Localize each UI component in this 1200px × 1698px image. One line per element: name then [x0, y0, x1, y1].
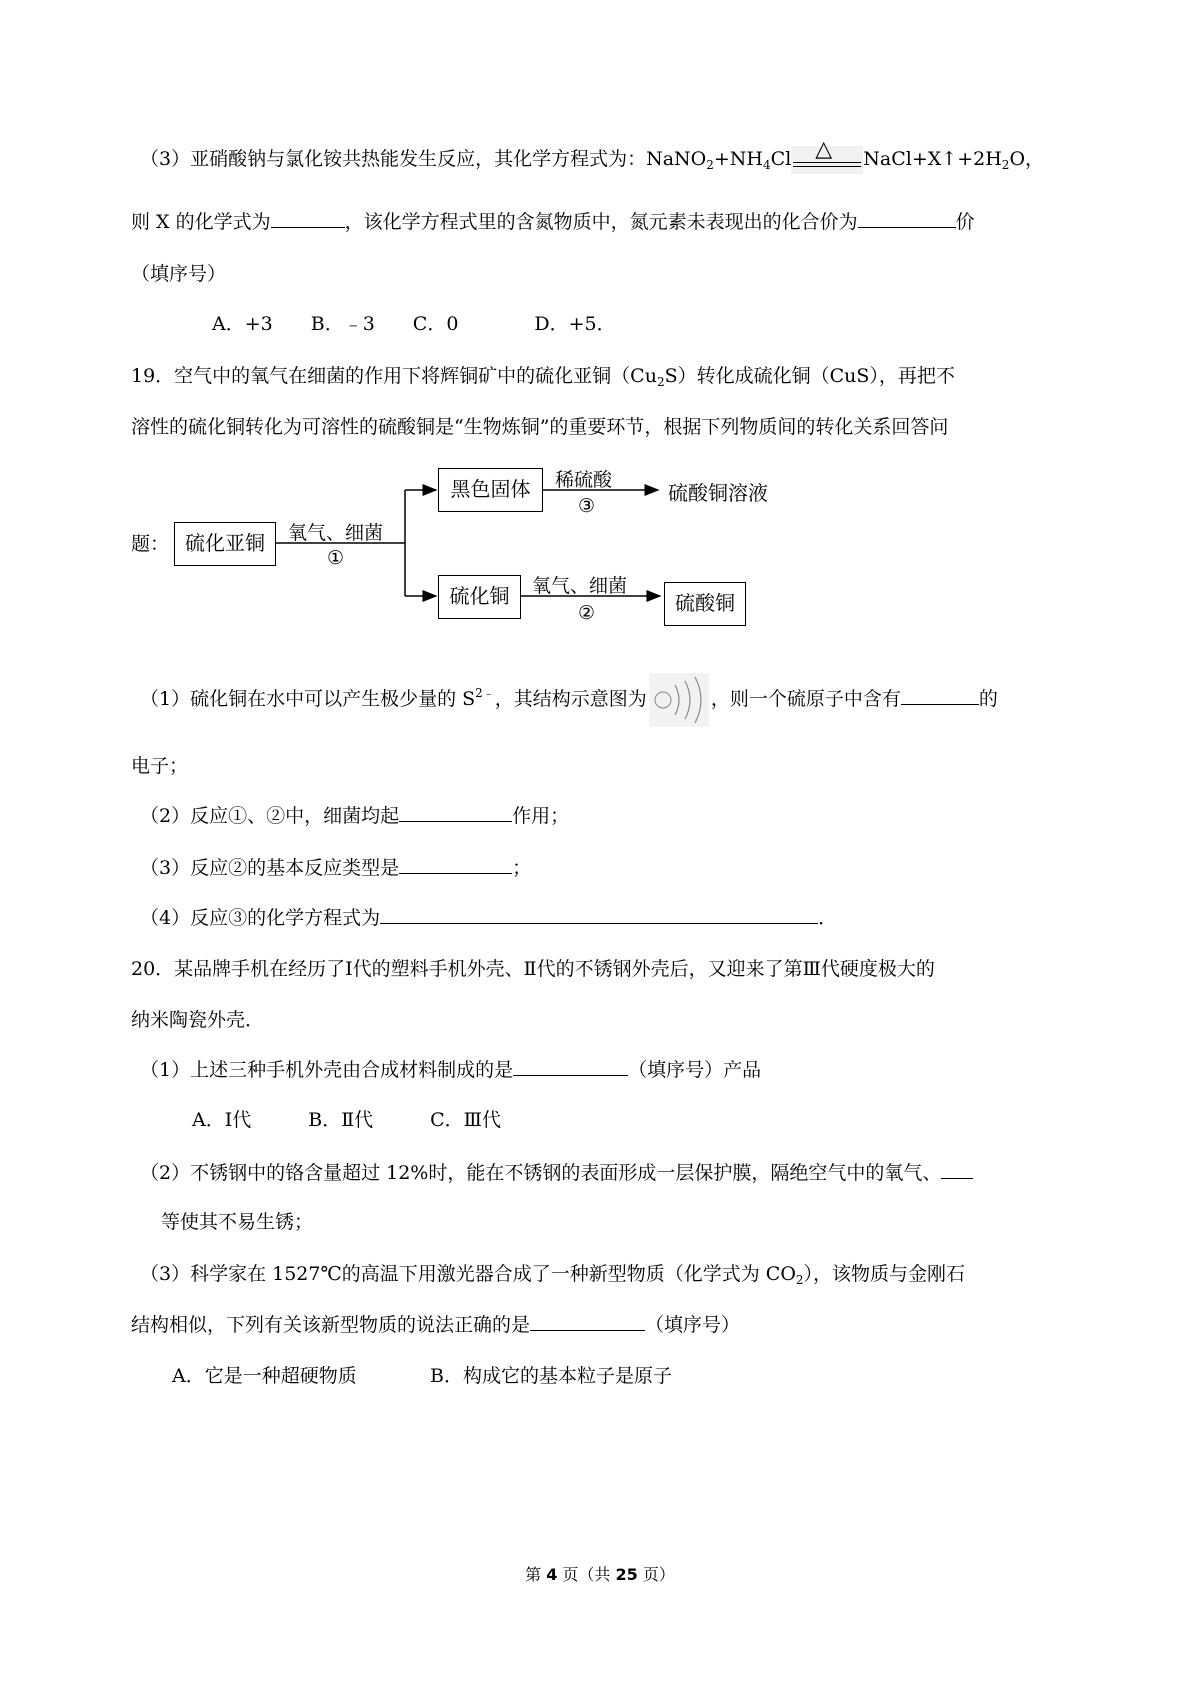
q20-option-b: B．构成它的基本粒子是原子 — [430, 1365, 672, 1387]
arrow-1-number: ① — [327, 547, 345, 569]
q20-option-a: A．它是一种超硬物质 — [172, 1365, 357, 1387]
q18-3-line1: （3）亚硝酸钠与氯化铵共热能发生反应，其化学方程式为：$NaNO_2+NH_4Cl$ △ $NaCl+X↑+2H_2O$， — [140, 137, 1045, 172]
q20-part3-line1: （3）科学家在 1527℃的高温下用激光器合成了一种新型物质（化学式为 $CO_2$），该物质与金刚石 — [140, 1263, 966, 1287]
answer-blank-reaction-type[interactable] — [399, 853, 512, 874]
q19-line1: 19．空气中的氧气在细菌的作用下将辉铜矿中的硫化亚铜$(Cu_2S)$转化成硫化铜（CuS），再把不 — [131, 365, 955, 389]
q20-part1: （1）上述三种手机外壳由合成材料制成的是 （填序号）产品 — [140, 1055, 761, 1084]
q20-part3-line2: 结构相似，下列有关该新型物质的说法正确的是 （填序号） — [131, 1310, 740, 1339]
arrow-3-label: 稀硫酸 — [555, 469, 613, 491]
box-copper-sulfate: 硫酸铜 — [664, 582, 746, 626]
q18-3-line3: （填序号） — [131, 263, 227, 285]
q19-part4: （4）反应③的化学方程式为 ． — [140, 903, 837, 932]
box-copper-sulfide: 硫化铜 — [438, 575, 521, 619]
q19-part1-line2: 电子； — [131, 755, 189, 777]
heat-equals-sign: △ — [791, 146, 863, 174]
q18-3-options: A．+3 B．﹣3 C．0 D．+5． — [212, 313, 616, 335]
box-cuprous-sulfide: 硫化亚铜 — [174, 522, 276, 566]
q19-line3: 题： — [131, 533, 170, 555]
page-number: 4 — [546, 1565, 558, 1584]
q18-3-line2: 则 X 的化学式为 ，该化学方程式里的含氮物质中，氮元素未表现出的化合价为 价 — [131, 207, 975, 236]
q20-line2: 纳米陶瓷外壳． — [131, 1009, 265, 1031]
sulfide-ion-structure-icon — [649, 673, 709, 727]
q19-part1-line1: （1）硫化铜在水中可以产生极少量的 $S^{2﹣}$，其结构示意图为 ，则一个硫原子中含有 的 — [140, 673, 998, 727]
page-footer: 第 4 页（共 25 页） — [525, 1565, 675, 1584]
q20-part2-line1: （2）不锈钢中的铬含量超过 12%时，能在不锈钢的表面形成一层保护膜，隔绝空气中的氧气、 — [140, 1158, 973, 1187]
q20-part1-options: A．Ⅰ代 B．Ⅱ代 C．Ⅲ代 — [192, 1109, 501, 1131]
q20-line1: 20．某品牌手机在经历了Ⅰ代的塑料手机外壳、Ⅱ代的不锈钢外壳后，又迎来了第Ⅲ代硬度极大的 — [131, 958, 935, 980]
arrow-3-number: ③ — [578, 495, 596, 517]
q19-line2: 溶性的硫化铜转化为可溶性的硫酸铜是“生物炼铜”的重要环节，根据下列物质间的转化关系回答问 — [131, 416, 949, 438]
answer-blank-bacteria-role[interactable] — [399, 801, 512, 822]
box-black-solid: 黑色固体 — [438, 468, 543, 512]
product-copper-sulfate-solution: 硫酸铜溶液 — [668, 481, 768, 505]
answer-blank-synthetic-material[interactable] — [513, 1055, 628, 1076]
q19-part2: （2）反应①、②中，细菌均起 作用； — [140, 801, 569, 830]
answer-blank-equation[interactable] — [380, 903, 818, 924]
q19-part3: （3）反应②的基本反应类型是 ； — [140, 853, 531, 882]
answer-blank-rust-factor[interactable] — [941, 1158, 973, 1179]
q20-part2-line2: 等使其不易生锈； — [161, 1211, 314, 1233]
arrow-1-label: 氧气、细菌 — [288, 522, 384, 544]
answer-blank-electrons[interactable] — [901, 684, 979, 705]
page-total: 25 — [615, 1565, 638, 1584]
arrow-2-number: ② — [578, 602, 596, 624]
arrow-2-label: 氧气、细菌 — [532, 575, 628, 597]
answer-blank-correct-statement[interactable] — [530, 1310, 645, 1331]
